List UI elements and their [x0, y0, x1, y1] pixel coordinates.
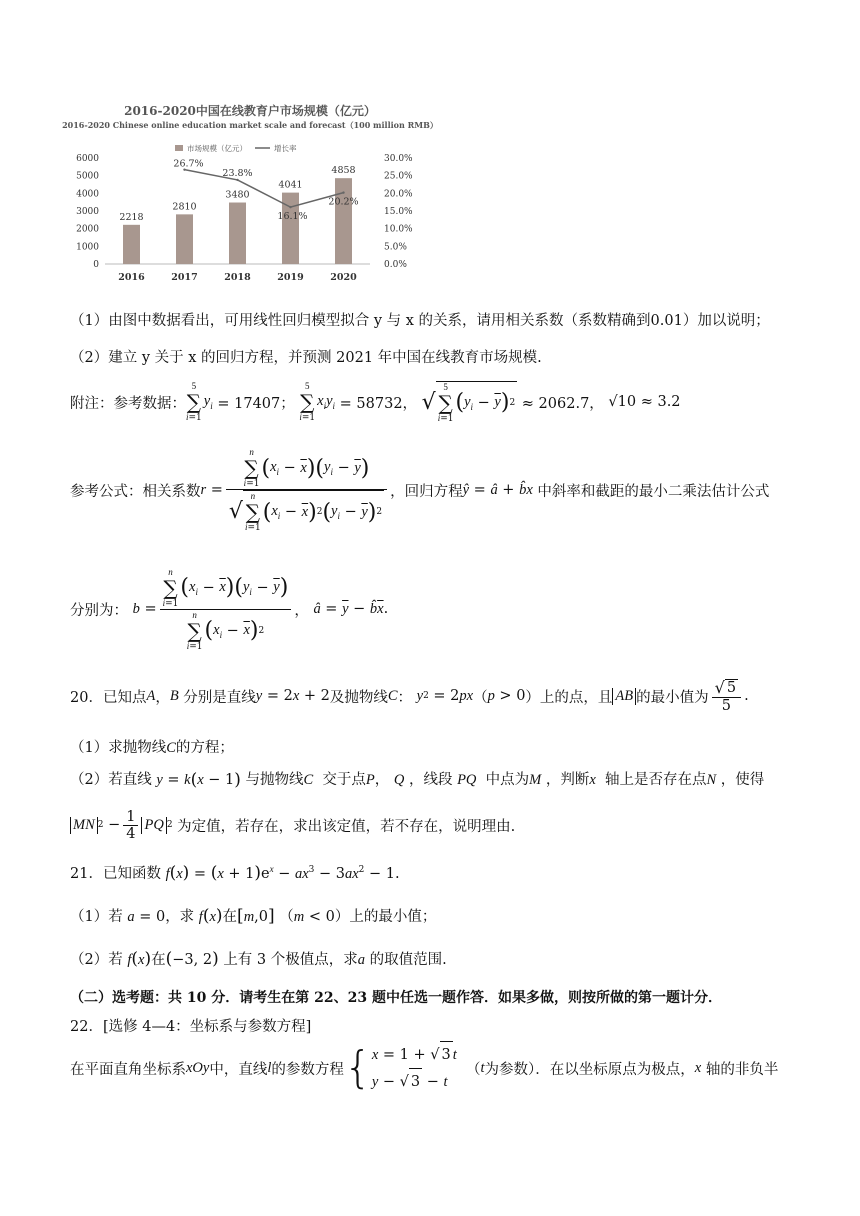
formula-sep: 分别为： — [70, 602, 128, 619]
chart-plot — [60, 98, 440, 298]
left-tick-label: 5000 — [76, 171, 99, 182]
sqrt10-value: √10 ≈ 3.2 — [608, 394, 681, 410]
bar — [229, 203, 246, 264]
legend-label: 市场规模（亿元） — [187, 144, 247, 153]
x-tick-label: 2017 — [171, 272, 198, 283]
q20-text: 与抛物线 — [245, 772, 304, 788]
formula-tail: 中斜率和截距的最小二乘法估计公式 — [537, 483, 770, 500]
chart-subtitle: 2016-2020 Chinese online education market scale and forecast（100 million RMB） — [62, 120, 438, 130]
sum-xy-value: = 58732， — [339, 395, 418, 412]
growth-rate-label: 20.2% — [328, 196, 359, 208]
bar — [123, 225, 140, 264]
x-tick-label: 2020 — [330, 272, 357, 283]
ref-formula-label: 参考公式：相关系数 — [70, 483, 201, 500]
q21-text: 21．已知函数 — [70, 866, 161, 882]
bar-value-label: 4041 — [278, 179, 303, 191]
left-tick-label: 1000 — [76, 242, 99, 253]
left-tick-label: 0 — [93, 260, 99, 270]
q21-text: ，求 — [165, 909, 195, 925]
q19-part2: （2）建立 y 关于 x 的回归方程，并预测 2021 年中国在线教育市场规模. — [70, 350, 542, 366]
q21-text: ）上的最小值； — [334, 909, 437, 925]
sqrt-value: ≈ 2062.7， — [521, 395, 604, 412]
q20-text: ，线段 — [408, 772, 453, 788]
growth-rate-label: 23.8% — [222, 167, 253, 179]
q21-stem: 21．已知函数 $f(x) = (x + 1)e^x - ax^3 - 3ax^2 - 1$. — [70, 863, 400, 883]
x-tick-label: 2018 — [224, 272, 251, 283]
q22-text: （ — [466, 1061, 481, 1078]
sum-symbol: 5 ∑ i=1 — [299, 381, 316, 423]
right-tick-label: 10.0% — [384, 224, 413, 235]
q19-reference-data: 附注：参考数据： 5 ∑ i=1 $y_i$ = 17407； 5 ∑ i=1 $x_iy_i$ = 58732， √ 5 ∑ i=1 ( $y_i$ − $\overline{y}$ ) 2 ≈ 2062.7， √10 ≈ 3.2 — [70, 381, 681, 424]
q20-text: ， — [155, 689, 170, 706]
q20-text: 分别是直线 — [183, 689, 256, 706]
q19-reference-formula: 参考公式：相关系数 r = n ∑ i=1 ( $x_i$ − $\overline{x}$ ) ( $y_i$ − $\overline{y}$ ) √ n ∑ i=1 ( $x_i$ − $\overline{x}$ ) 2 ( $y_i$ − $\overline{y}$ ) 2 ，回归方程 ŷ = â + b̂x 中斜率和截距的最小二乘法估计公式 — [70, 447, 770, 533]
q22-title: 22．[选修 4—4：坐标系与参数方程] — [70, 1019, 312, 1035]
q19-part1: （1）由图中数据看出，可用线性回归模型拟合 y 与 x 的关系，请用相关系数（系数精确到0.01）加以说明； — [70, 313, 770, 329]
section-optional-header: （二）选考题：共 10 分．请考生在第 22、23 题中任选一题作答．如果多做，则按所做的第一题计分． — [70, 990, 722, 1006]
q20-text: （1）求抛物线 — [70, 740, 167, 756]
q20-text: 20．已知点 — [70, 689, 147, 706]
q20-part2-line1: （2）若直线 y = k(x − 1) 与抛物线C 交于点P， Q ，线段 PQ 中点为M ，判断x 轴上是否存在点N ，使得 — [70, 770, 765, 790]
bar-value-label: 4858 — [331, 165, 356, 177]
left-tick-label: 4000 — [76, 189, 99, 200]
q21-text: 上有 3 个极值点，求 — [223, 952, 358, 968]
bar — [335, 178, 352, 264]
sum-symbol: 5 ∑ i=1 — [186, 381, 202, 423]
q22-stem: 在平面直角坐标系 xOy 中，直线 l 的参数方程 { x = 1 + √ 3 t y − √ 3 − t （ t 为参数）．在以坐标原点为极点， x 轴的非负半 — [70, 1042, 779, 1093]
q20-text: 的最小值为 — [636, 689, 709, 706]
q20-text: 的方程； — [175, 740, 234, 756]
left-tick-label: 2000 — [76, 224, 99, 235]
q20-text: （2）若直线 — [70, 772, 152, 788]
growth-rate-label: 16.1% — [277, 211, 308, 223]
q20-text: 交于点 — [322, 772, 366, 788]
q21-part2: （2）若 f(x)在(−3, 2) 上有 3 个极值点，求a 的取值范围. — [70, 949, 447, 969]
right-tick-label: 25.0% — [384, 171, 413, 182]
bar-value-label: 2218 — [119, 211, 144, 223]
q22-text: 的参数方程 — [271, 1061, 344, 1078]
right-tick-label: 5.0% — [384, 242, 407, 253]
x-tick-label: 2019 — [277, 272, 304, 283]
x-tick-label: 2016 — [118, 272, 145, 283]
bar-value-label: 2810 — [172, 201, 197, 213]
chart — [60, 98, 440, 298]
q20-stem: 20．已知点 A ， B 分别是直线 y = 2 x + 2 及抛物线 C ： y 2 = 2 px （ p > 0 ）上的点，且 AB 的最小值为 $\frac{√ 5}{5}$ . — [70, 678, 749, 714]
formula-mid: ，回归方程 — [390, 483, 463, 500]
legend-label: 增长率 — [274, 144, 297, 153]
q22-text: 轴的非负半 — [705, 1061, 779, 1078]
left-tick-label: 6000 — [76, 154, 99, 164]
formula-end: . — [383, 601, 389, 617]
growth-rate-point — [342, 191, 344, 193]
growth-rate-label: 26.7% — [173, 158, 204, 170]
legend-swatch-bar — [175, 145, 183, 151]
right-tick-label: 15.0% — [384, 207, 413, 217]
q20-text: ，使得 — [720, 772, 765, 788]
q22-text: 为参数）．在以坐标原点为极点， — [484, 1061, 695, 1078]
q21-part1: （1）若 a = 0，求 f(x)在[m,0] （m < 0）上的最小值； — [70, 906, 437, 926]
q20-part1: （1）求抛物线C的方程； — [70, 740, 234, 756]
q20-text: 中点为 — [485, 772, 530, 788]
q21-text: 在 — [222, 909, 238, 925]
q20-text: 为定值，若存在，求出该定值，若不存在，说明理由. — [177, 818, 516, 835]
right-tick-label: 20.0% — [384, 189, 413, 200]
q21-text: 在 — [151, 952, 166, 968]
bar-value-label: 3480 — [225, 189, 250, 201]
right-tick-label: 30.0% — [384, 154, 413, 164]
q21-text: （ — [279, 909, 294, 925]
sum-y-value: = 17407； — [217, 395, 295, 412]
q20-text: 轴上是否存在点 — [605, 772, 707, 788]
q21-text: （2）若 — [70, 952, 123, 968]
q22-text: 中，直线 — [209, 1061, 268, 1078]
q20-text: ）上的点，且 — [525, 689, 613, 706]
growth-rate-point — [236, 179, 238, 181]
bar — [176, 214, 193, 264]
growth-rate-line — [185, 167, 344, 207]
growth-rate-point — [289, 206, 291, 208]
q21-text: 的取值范围. — [369, 952, 447, 968]
ref-data-label: 附注：参考数据： — [70, 395, 186, 412]
q21-text: （1）若 — [70, 909, 123, 925]
left-tick-label: 3000 — [76, 207, 99, 217]
right-tick-label: 0.0% — [384, 260, 407, 270]
q19-ls-formulas: 分别为： b = n ∑ i=1 ( $x_i$ − $\overline{x}$ ) ( $y_i$ − $\overline{y}$ ) n ∑ i=1 ( $x_i$ − $\overline{x}$ ) 2 ， â = $\overline{y}$ − b̂ $\overline{x}$ . — [70, 566, 389, 652]
q22-text: 在平面直角坐标系 — [70, 1061, 186, 1078]
q20-part2-line2: MN 2 − $\frac{1}{4}$ PQ 2 为定值，若存在，求出该定值，若不存在，说明理由. — [70, 803, 515, 847]
chart-title: 2016-2020中国在线教育户市场规模（亿元） — [124, 104, 376, 118]
q20-text: 及抛物线 — [329, 689, 388, 706]
q20-text: （ — [473, 689, 488, 706]
q20-text: ，判断 — [545, 772, 590, 788]
